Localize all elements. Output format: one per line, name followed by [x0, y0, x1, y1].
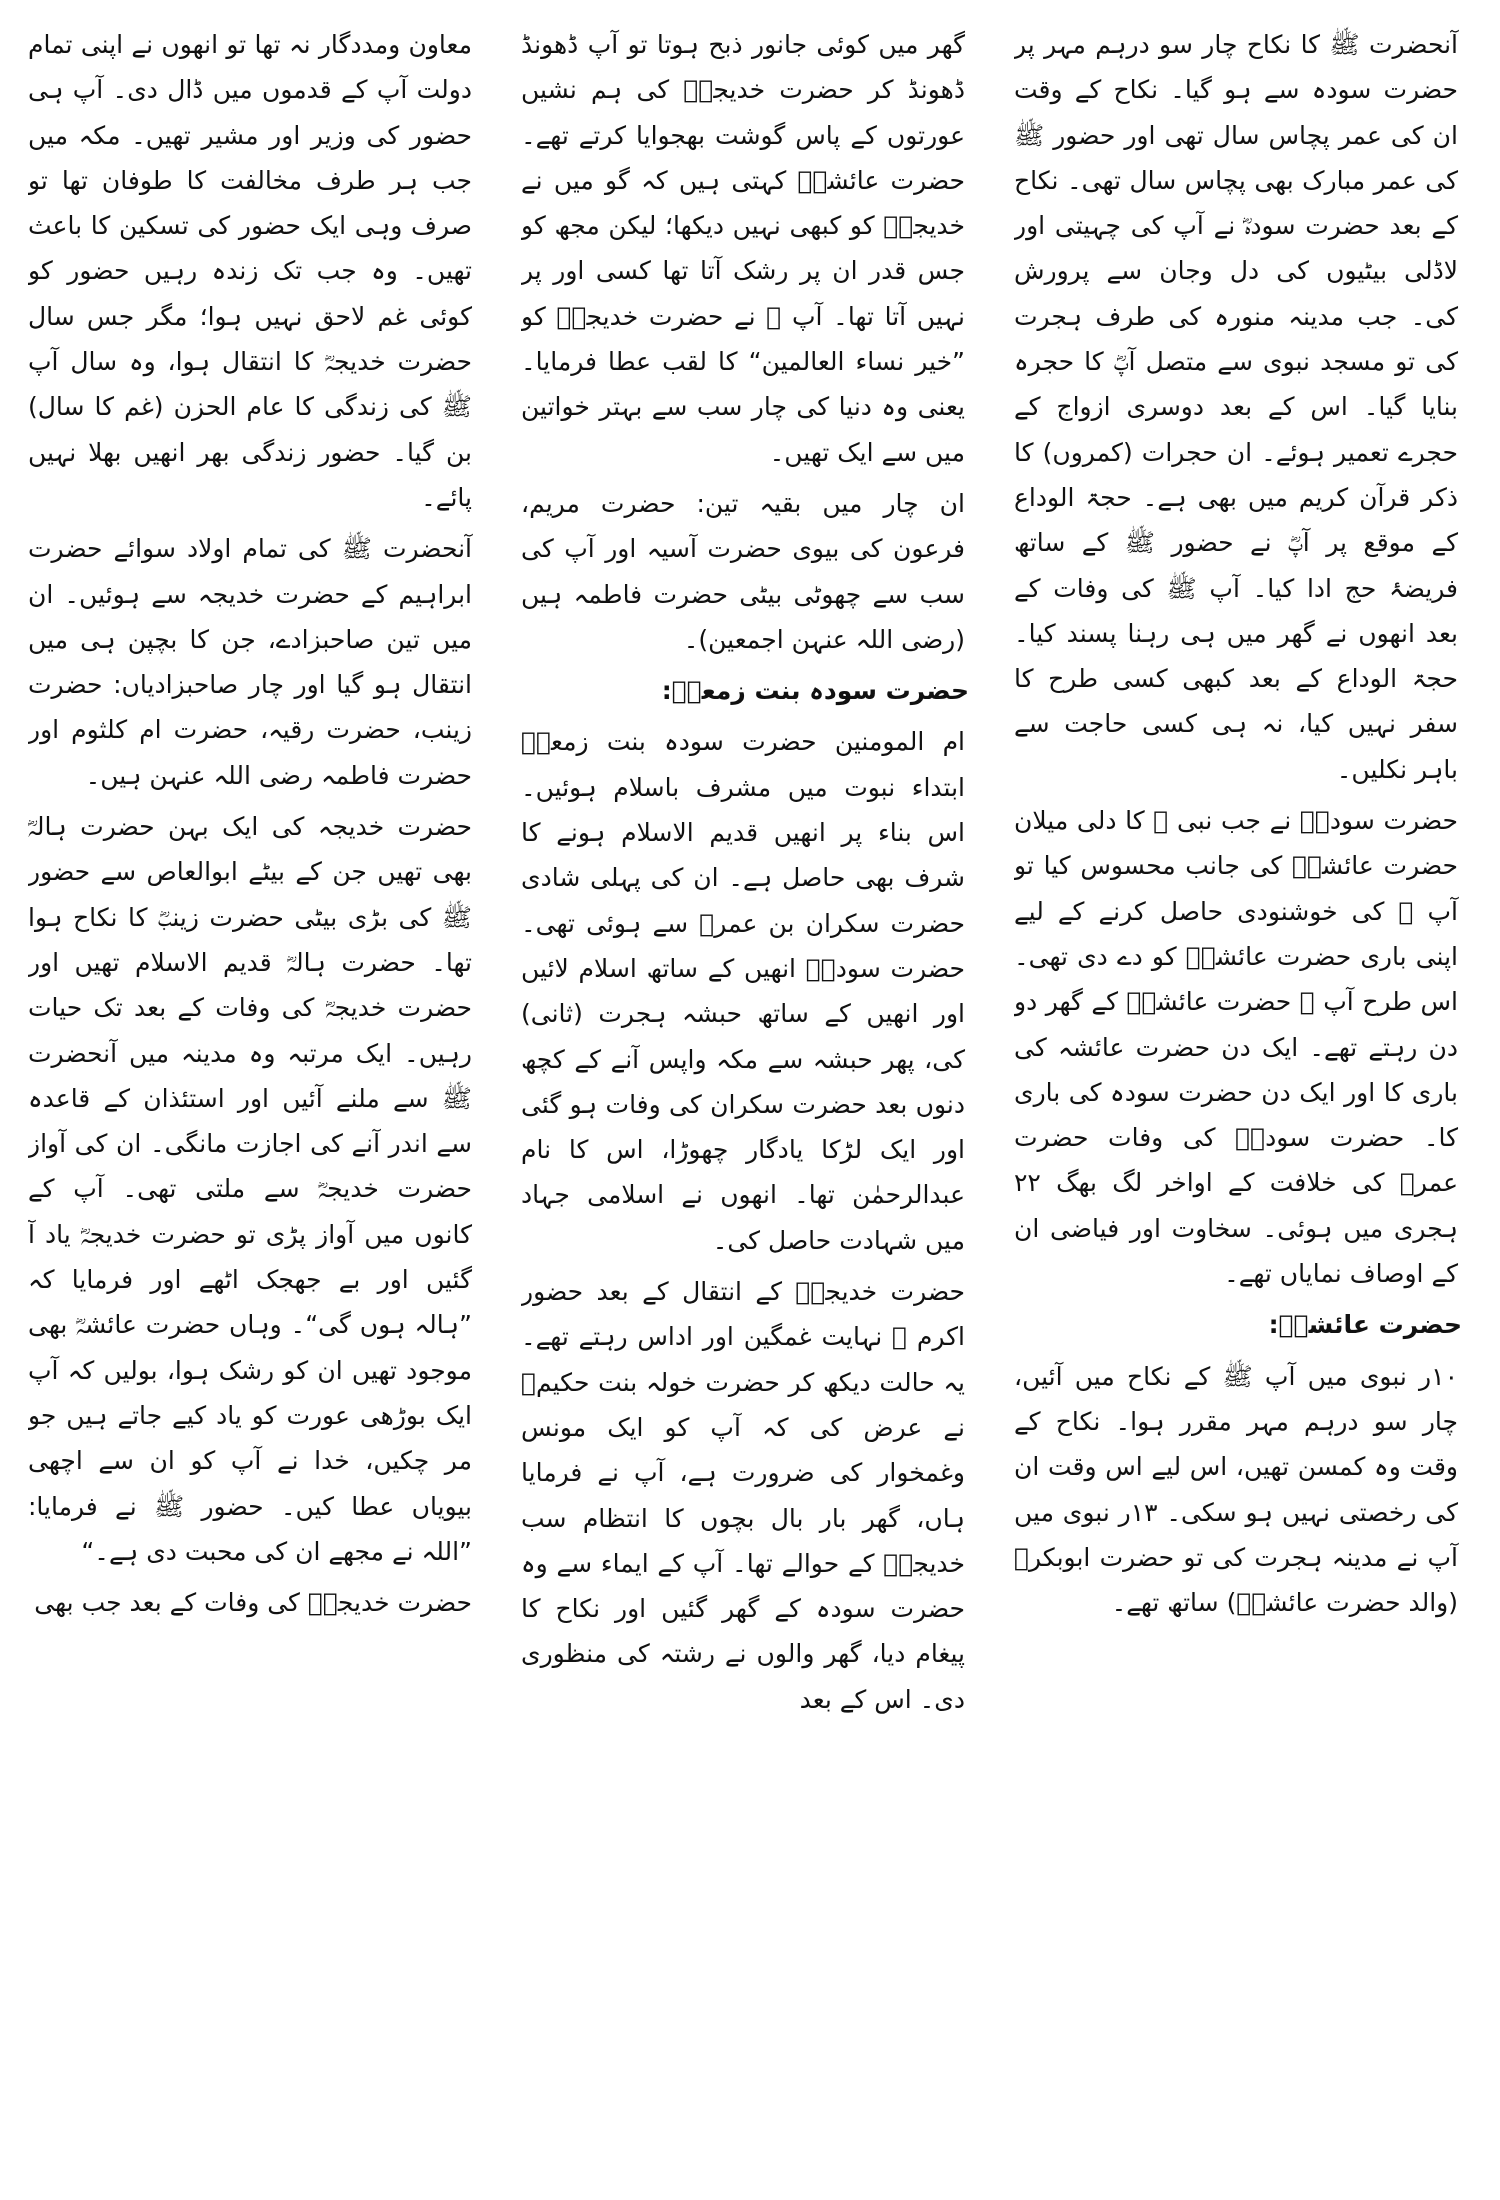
section-heading: حضرت سودہ بنت زمعہؓ:	[661, 676, 969, 706]
paragraph: حضرت خدیجہؓ کی وفات کے بعد جب بھی	[34, 1588, 472, 1618]
paragraph: حضرت خدیجہ کی ایک بہن حضرت ہالہؓ بھی تھیں جن کے بیٹے ابوالعاص سے حضور ﷺ کی بڑی بیٹی حضرت زینبؓ کا نکاح ہوا تھا۔ حضرت ہالہؓ قدیم الاسلام تھیں اور حضرت خدیجہؓ کی وفات کے بعد تک حیات رہیں۔ ایک مرتبہ وہ مدینہ میں آنحضرت ﷺ سے ملنے آئیں اور استئذان کے قاعدہ سے اندر آنے کی اجازت مانگی۔ ان کی آواز حضرت خدیجہؓ سے ملتی تھی۔ آپ کے کانوں میں آواز پڑی تو حضرت خدیجہؓ یاد آ گئیں اور بے جھجک اٹھے اور فرمایا کہ ”ہالہ ہوں گی“۔ وہاں حضرت عائشہؓ بھی موجود تھیں ان کو رشک ہوا، بولیں کہ آپ ایک بوڑھی عورت کو یاد کیے جاتے ہیں جو مر چکیں، خدا نے آپ کو ان سے اچھی بیویاں عطا کیں۔ حضور ﷺ نے فرمایا: ”اللہ نے مجھے ان کی محبت دی ہے۔“	[28, 812, 472, 1566]
paragraph: معاون ومددگار نہ تھا تو انھوں نے اپنی تمام دولت آپ کے قدموں میں ڈال دی۔ آپ ہی حضور کی وزیر اور مشیر تھیں۔ مکہ میں جب ہر طرف مخالفت کا طوفان تھا تو صرف وہی ایک حضور کی تسکین کا باعث تھیں۔ وہ جب تک زندہ رہیں حضور کو کوئی غم لاحق نہیں ہوا؛ مگر جس سال حضرت خدیجہؓ کا انتقال ہوا، وہ سال آپ ﷺ کی زندگی کا عام الحزن (غم کا سال) بن گیا۔ حضور زندگی بھر انھیں بھلا نہیں پائے۔	[28, 30, 472, 512]
article-columns	[28, 22, 1472, 2180]
paragraph: ان چار میں بقیہ تین: حضرت مریم، فرعون کی بیوی حضرت آسیہ اور آپ کی سب سے چھوٹی بیٹی حضرت فاطمہ ہیں (رضی اللہ عنہن اجمعین)۔	[521, 488, 965, 654]
paragraph: ام المومنین حضرت سودہ بنت زمعہؓ ابتداء نبوت میں مشرف باسلام ہوئیں۔ اس بناء پر انھیں قدیم الاسلام ہونے کا شرف بھی حاصل ہے۔ ان کی پہلی شادی حضرت سکران بن عمرؓ سے ہوئی تھی۔ حضرت سودہؓ انھیں کے ساتھ اسلام لائیں اور انھیں کے ساتھ حبشہ ہجرت (ثانی) کی، پھر حبشہ سے مکہ واپس آنے کے کچھ دنوں بعد حضرت سکران کی وفات ہو گئی اور ایک لڑکا یادگار چھوڑا، اس کا نام عبدالرحمٰن تھا۔ انھوں نے اسلامی جہاد میں شہادت حاصل کی۔	[521, 727, 965, 1255]
paragraph: حضرت سودہؓ نے جب نبی ﷺ کا دلی میلان حضرت عائشہؓ کی جانب محسوس کیا تو آپ ﷺ کی خوشنودی حاصل کرنے کے لیے اپنی باری حضرت عائشہؓ کو دے دی تھی۔ اس طرح آپ ﷺ حضرت عائشہؓ کے گھر دو دن رہتے تھے۔ ایک دن حضرت عائشہ کی باری کا اور ایک دن حضرت سودہ کی باری کا۔ حضرت سودہؓ کی وفات حضرت عمرؓ کی خلافت کے اواخر لگ بھگ ۲۲ ہجری میں ہوئی۔ سخاوت اور فیاضی ان کے اوصاف نمایاں تھے۔	[1014, 806, 1458, 1289]
column-right	[28, 22, 486, 2180]
column-left	[1014, 22, 1472, 2180]
paragraph: آنحضرت ﷺ کا نکاح چار سو درہم مہر پر حضرت سودہ سے ہو گیا۔ نکاح کے وقت ان کی عمر پچاس سال تھی اور حضور ﷺ کی عمر مبارک بھی پچاس سال تھی۔ نکاح کے بعد حضرت سودہؓ نے آپ کی چہیتی اور لاڈلی بیٹیوں کی دل وجان سے پرورش کی۔ جب مدینہ منورہ کی طرف ہجرت کی تو مسجد نبوی سے متصل آپؓ کا حجرہ بنایا گیا۔ اس کے بعد دوسری ازواج کے حجرے تعمیر ہوئے۔ ان حجرات (کمروں) کا ذکر قرآن کریم میں بھی ہے۔ حجۃ الوداع کے موقع پر آپؓ نے حضور ﷺ کے ساتھ فریضۂ حج ادا کیا۔ آپ ﷺ کی وفات کے بعد انھوں نے گھر میں ہی رہنا پسند کیا۔ حجۃ الوداع کے بعد کبھی کسی طرح کا سفر نہیں کیا، نہ ہی کسی حاجت سے باہر نکلیں۔	[1014, 30, 1458, 784]
column-middle	[521, 22, 979, 2180]
paragraph: آنحضرت ﷺ کی تمام اولاد سوائے حضرت ابراہیم کے حضرت خدیجہ سے ہوئیں۔ ان میں تین صاحبزادے، جن کا بچپن ہی میں انتقال ہو گیا اور چار صاحبزادیاں: حضرت زینب، حضرت رقیہ، حضرت ام کلثوم اور حضرت فاطمہ رضی اللہ عنہن ہیں۔	[28, 534, 472, 790]
paragraph: گھر میں کوئی جانور ذبح ہوتا تو آپ ڈھونڈ ڈھونڈ کر حضرت خدیجہؓ کی ہم نشیں عورتوں کے پاس گوشت بھجوایا کرتے تھے۔ حضرت عائشہؓ کہتی ہیں کہ گو میں نے خدیجہؓ کو کبھی نہیں دیکھا؛ لیکن مجھ کو جس قدر ان پر رشک آتا تھا کسی اور پر نہیں آتا تھا۔ آپ ﷺ نے حضرت خدیجہؓ کو ”خیر نساء العالمین“ کا لقب عطا فرمایا۔ یعنی وہ دنیا کی چار سب سے بہتر خواتین میں سے ایک تھیں۔	[521, 30, 965, 467]
paragraph: حضرت خدیجہؓ کے انتقال کے بعد حضور اکرم ﷺ نہایت غمگین اور اداس رہتے تھے۔ یہ حالت دیکھ کر حضرت خولہ بنت حکیمؓ نے عرض کی کہ آپ کو ایک مونس وغمخوار کی ضرورت ہے، آپ نے فرمایا ہاں، گھر بار بال بچوں کا انتظام سب خدیجہؓ کے حوالے تھا۔ آپ کے ایماء سے وہ حضرت سودہ کے گھر گئیں اور نکاح کا پیغام دیا، گھر والوں نے رشتہ کی منظوری دی۔ اس کے بعد	[521, 1277, 965, 1714]
section-heading: حضرت عائشہؓ:	[1268, 1310, 1462, 1340]
paragraph: ۱۰ر نبوی میں آپ ﷺ کے نکاح میں آئیں، چار سو درہم مہر مقرر ہوا۔ نکاح کے وقت وہ کمسن تھیں، اس لیے اس وقت ان کی رخصتی نہیں ہو سکی۔ ۱۳ر نبوی میں آپ نے مدینہ ہجرت کی تو حضرت ابوبکرؓ (والد حضرت عائشہؓ) ساتھ تھے۔	[1014, 1361, 1459, 1618]
